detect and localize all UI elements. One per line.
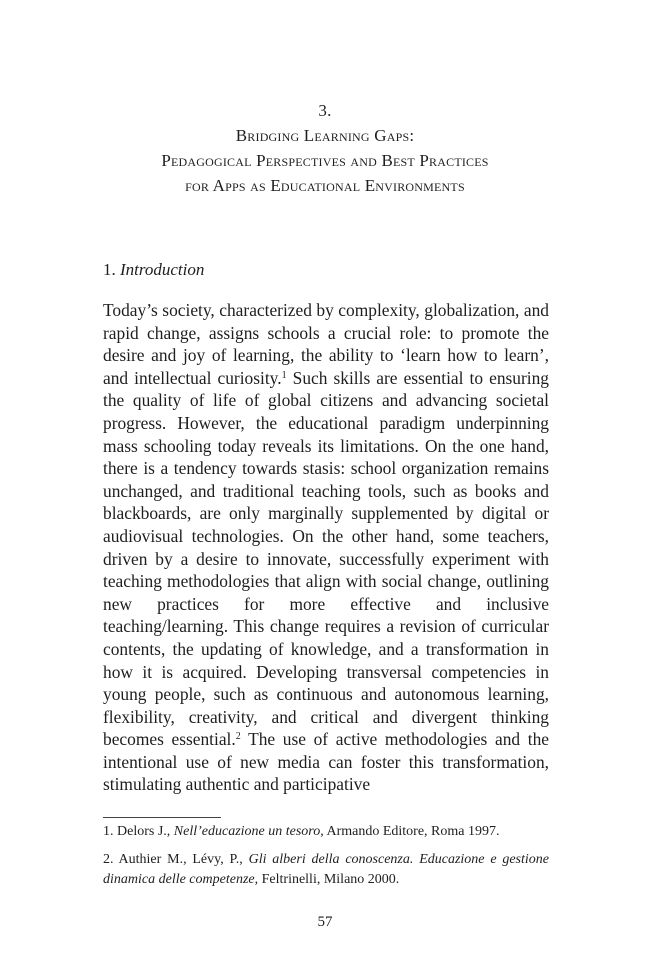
chapter-title-line-2: Pedagogical Perspectives and Best Practices	[161, 151, 489, 170]
chapter-title-line-3: for Apps as Educational Environments	[185, 176, 465, 195]
chapter-number: 3.	[318, 101, 332, 120]
footnote-divider	[103, 817, 221, 818]
body-text-part-1: Today’s society, characterized by complexity, globalization, and rapid change, assigns schools a crucial role: to promote the desire and joy of learning, the ability to ‘learn how to learn’, and intellectual curiosity.	[103, 300, 549, 388]
footnote-number: 1.	[103, 824, 114, 839]
body-text-part-3: The use of active methodologies and the intentional use of new media can foster this transformation, stimulating authentic and participative	[103, 729, 549, 795]
footnote-ref-1: 1	[281, 369, 287, 381]
chapter-heading	[0, 98, 650, 198]
footnote-2	[103, 850, 549, 890]
footnote-author: Authier M., Lévy, P.,	[118, 852, 243, 867]
footnote-ref-2: 2	[235, 731, 241, 743]
footnote-title: Nell’educazione un tesoro	[173, 824, 321, 839]
page-number: 57	[317, 914, 333, 930]
footnote-1	[103, 822, 549, 842]
footnote-publication: , Feltrinelli, Milano 2000.	[254, 872, 400, 887]
footnote-title: Gli alberi della conoscenza. Educazione e gestione dinamica delle competenze	[103, 852, 549, 887]
section-heading	[103, 258, 204, 282]
footnote-author: Delors J.,	[117, 824, 171, 839]
body-text-part-2: Such skills are essential to ensuring the quality of life of global citizens and advancing societal progress. However, the educational paradigm underpinning mass schooling today reveals its limitations. On the one hand, there is a tendency towards stasis: school organization remains unchanged, and traditional teaching tools, such as books and blackboards, are only marginally supplemented by digital or audiovisual technologies. On the other hand, some teachers, driven by a desire to innovate, successfully experiment with teaching methodologies that align with social change, outlining new practices for more effective and inclusive teaching/learning. This change requires a revision of curricular contents, the updating of knowledge, and a transformation in how it is acquired. Developing transversal competencies in young people, such as continuous and autonomous learning, flexibility, creativity, and critical and divergent thinking becomes essential.	[103, 367, 550, 750]
footnote-publication: , Armando Editore, Roma 1997.	[320, 824, 500, 839]
section-title: Introduction	[120, 260, 205, 279]
footnote-number: 2.	[103, 852, 114, 867]
section-number: 1.	[103, 260, 116, 279]
body-paragraph	[103, 299, 549, 796]
chapter-title-line-1: Bridging Learning Gaps:	[235, 126, 415, 145]
